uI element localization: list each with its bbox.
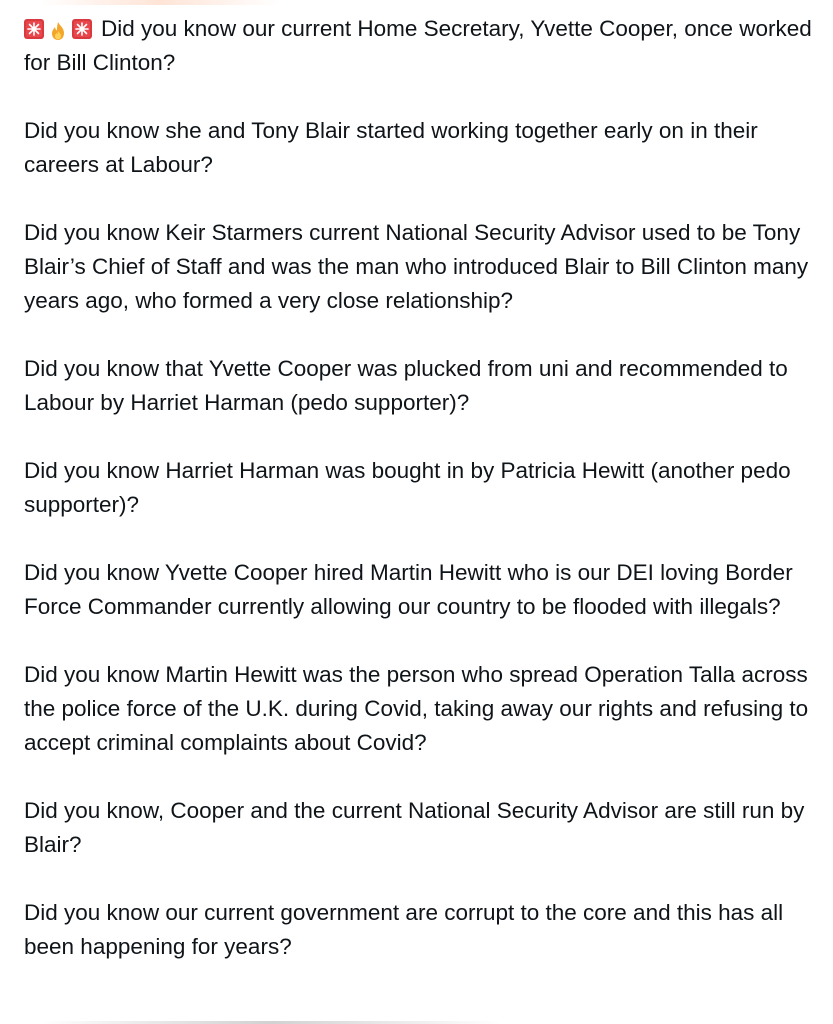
rotating-light-icon [24, 19, 44, 39]
post-paragraph-1 [24, 12, 826, 80]
post-paragraph-text: Did you know our current Home Secretary, Yvette Cooper, once worked for Bill Clinton? [24, 16, 812, 75]
post-body [24, 12, 826, 964]
rotating-light-icon [72, 19, 92, 39]
post-paragraph-2: Did you know she and Tony Blair started working together early on in their careers at Labour? [24, 118, 758, 177]
fire-icon [47, 18, 69, 40]
post-paragraph-6: Did you know Yvette Cooper hired Martin Hewitt who is our DEI loving Border Force Commander currently allowing our country to be flooded with illegals? [24, 560, 793, 619]
post-paragraph-7: Did you know Martin Hewitt was the person who spread Operation Talla across the police force of the U.K. during Covid, taking away our rights and refusing to accept criminal complaints about Covid? [24, 662, 809, 755]
post-paragraph-8: Did you know, Cooper and the current National Security Advisor are still run by Blair? [24, 798, 805, 857]
top-edge-fade [40, 0, 280, 5]
post-paragraph-5: Did you know Harriet Harman was bought in by Patricia Hewitt (another pedo supporter)? [24, 458, 791, 517]
post-paragraph-4: Did you know that Yvette Cooper was plucked from uni and recommended to Labour by Harriet Harman (pedo supporter)? [24, 356, 788, 415]
post-paragraph-3: Did you know Keir Starmers current National Security Advisor used to be Tony Blair’s Chief of Staff and was the man who introduced Blair to Bill Clinton many years ago, who formed a very close relationship? [24, 220, 809, 313]
post-paragraph-9: Did you know our current government are corrupt to the core and this has all been happening for years? [24, 900, 784, 959]
emoji-group [24, 18, 92, 40]
